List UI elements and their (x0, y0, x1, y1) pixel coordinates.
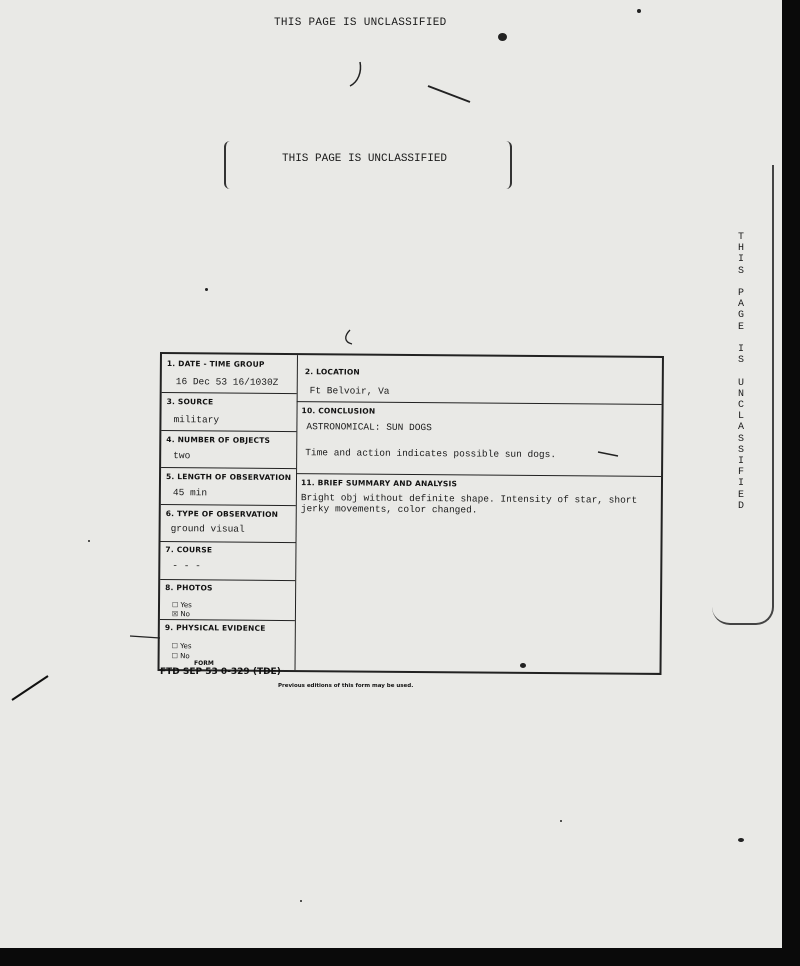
physical-evidence-yes-checkbox: ☐ Yes (171, 642, 192, 651)
length-of-observation-label: 5. LENGTH OF OBSERVATION (165, 472, 292, 483)
conclusion-value: ASTRONOMICAL: SUN DOGS (306, 421, 432, 434)
physical-evidence-no-checkbox: ☐ No (171, 652, 190, 661)
stamp-classification-marking: THIS PAGE IS UNCLASSIFIED (282, 153, 448, 165)
course-value: - - - (172, 560, 201, 572)
photos-yes-checkbox: ☐ Yes (171, 601, 192, 610)
date-time-group-value: 16 Dec 53 16/1030Z (175, 376, 279, 388)
number-of-objects-value: two (173, 450, 191, 462)
location-label: 2. LOCATION (304, 367, 360, 377)
side-classification-marking: T H I S P A G E I S U N C L A S S I F I E D (737, 232, 744, 512)
photos-label: 8. PHOTOS (165, 583, 213, 593)
date-time-group-label: 1. DATE - TIME GROUP (166, 359, 265, 369)
source-label: 3. SOURCE (166, 397, 214, 407)
photos-no-checkbox: ☒ No (171, 610, 191, 619)
location-value: Ft Belvoir, Va (309, 385, 390, 397)
top-classification-marking: THIS PAGE IS UNCLASSIFIED (274, 17, 447, 29)
conclusion-note: Time and action indicates possible sun dogs. (305, 447, 557, 461)
type-of-observation-value: ground visual (170, 523, 245, 535)
summary-label: 11. BRIEF SUMMARY AND ANALYSIS (300, 478, 458, 489)
form-id: FTD SEP 53 0-329 (TDE) (160, 667, 281, 677)
summary-text: Bright obj without definite shape. Intensity of star, short jerky movements, color changed. (300, 492, 638, 516)
source-value: military (173, 414, 220, 426)
form-word: FORM (194, 660, 214, 667)
number-of-objects-label: 4. NUMBER OF OBJECTS (166, 435, 271, 445)
type-of-observation-label: 6. TYPE OF OBSERVATION (165, 509, 279, 519)
conclusion-label: 10. CONCLUSION (301, 406, 376, 416)
footer-note: Previous editions of this form may be used. (278, 683, 414, 689)
course-label: 7. COURSE (165, 545, 213, 555)
length-of-observation-value: 45 min (172, 487, 208, 499)
physical-evidence-label: 9. PHYSICAL EVIDENCE (164, 623, 266, 633)
